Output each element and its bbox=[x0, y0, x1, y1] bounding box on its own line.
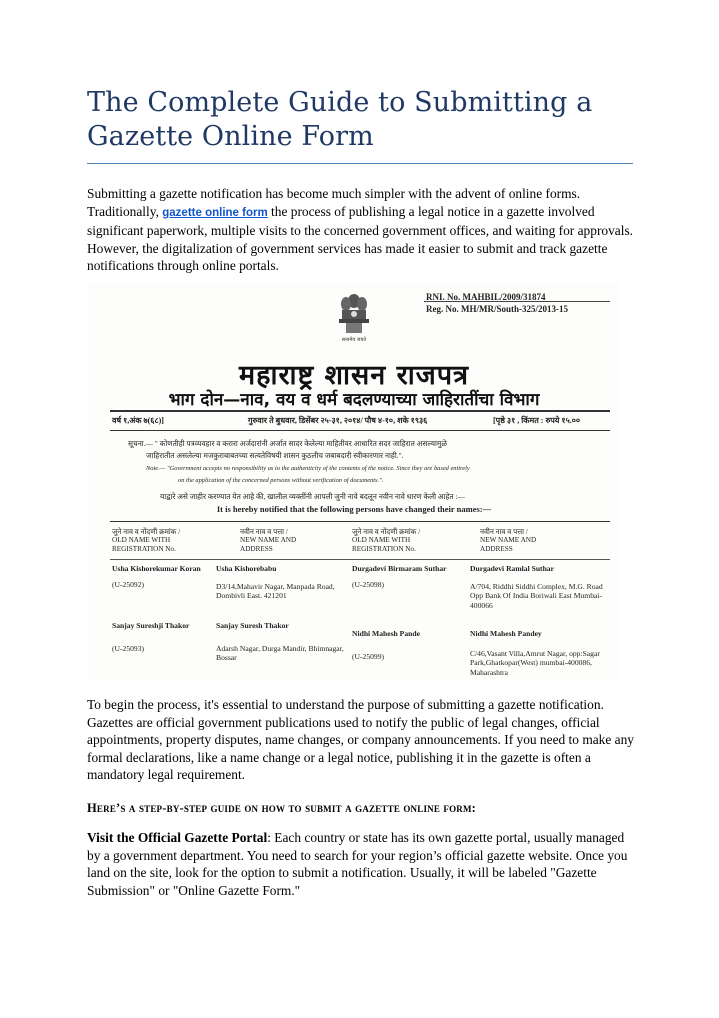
emblem-caption: सत्यमेव जयते bbox=[341, 337, 367, 343]
column-old-name-left: जुने नाव व नोंदणी क्रमांक / OLD NAME WITH REGISTRATION No. bbox=[112, 528, 181, 553]
registration-underline bbox=[424, 301, 610, 302]
gazette-scan-image bbox=[88, 283, 620, 681]
gazette-issue-date: गुरुवार ते बुधवार, डिसेंबर २५-३१, २०१४/ पौष ४-१०, शके १९३६ bbox=[248, 416, 428, 425]
column-old-name-right: जुने नाव व नोंदणी क्रमांक / OLD NAME WITH REGISTRATION No. bbox=[352, 528, 421, 553]
entry-old-name: Durgadevi Birmaram Suthar (U-25098) bbox=[352, 564, 447, 589]
gazette-issue-number: वर्ष १,अंक ७(६८)] bbox=[112, 416, 164, 425]
gazette-notified-line: It is hereby notified that the following persons have changed their names:— bbox=[216, 504, 492, 514]
entry-old-name: Sanjay Sureshji Thakor (U-25093) bbox=[112, 621, 190, 653]
gazette-column-underline bbox=[110, 559, 610, 560]
intro-text-end: the process of publishing a legal notice in a gazette involved significant paperwork, multiple visits to the concerned government offices, and waiting for approvals. However, the digitalization of government services has made it easier to submit and track gazette notifications through online portals. bbox=[87, 203, 634, 273]
gazette-title: महाराष्ट्र शासन राजपत्र bbox=[239, 360, 469, 391]
steps-heading: Here’s a step-by-step guide on how to submit a gazette online form: bbox=[87, 801, 477, 815]
gazette-notice-english-1: Note.— "Government accepts no responsibility as to the authenticity of the contents of the notice. Since they are based entirely bbox=[146, 465, 470, 472]
intro-paragraph bbox=[87, 185, 635, 275]
gazette-rni-number: RNI. No. MAHBIL/2009/31874 bbox=[426, 292, 546, 302]
entry-new-name: Durgadevi Ramlal Suthar A/704, Riddhi Siddhi Complex, M.G. Road Opp Bank Of India Boriwali East Mumbai-400066 bbox=[470, 564, 603, 610]
entry-new-name: Nidhi Mahesh Pandey C/46,Vasant Villa,Amrut Nagar, opp:Sagar Park,Ghatkopar(West) mumbai-400086, Maharashtra bbox=[470, 629, 600, 677]
title-divider bbox=[87, 163, 633, 164]
step-1-paragraph bbox=[87, 829, 635, 899]
entry-old-name: Nidhi Mahesh Pande (U-25099) bbox=[352, 629, 420, 661]
gazette-subtitle: भाग दोन—नाव, वय व धर्म बदलण्याच्या जाहिरातींचा विभाग bbox=[168, 390, 540, 410]
step-1-text: : Each country or state has its own gazette portal, usually managed by a government department. You need to search for your region’s official gazette website. Once you land on the site, look for the option to submit a notification. Usually, it will be labeled "Gazette Submission" or "Online Gazette Form." bbox=[87, 830, 628, 898]
page-title: The Complete Guide to Submitting a Gazette Online Form bbox=[87, 87, 593, 152]
intro-text-start: Submitting a gazette notification has become much simpler with the advent of online forms. Traditionally, bbox=[87, 186, 581, 219]
column-new-name-left: नवीन नाव व पत्ता / NEW NAME AND ADDRESS bbox=[240, 528, 297, 553]
gazette-price: [पृष्ठे ३१ , किंमत : रुपये १५.०० bbox=[493, 416, 581, 425]
state-emblem-icon bbox=[334, 289, 374, 351]
gazette-registration bbox=[426, 291, 568, 315]
purpose-paragraph: To begin the process, it's essential to understand the purpose of submitting a gazette notification. Gazettes are official government publications used to notify the public of legal changes, official appointments, property disputes, name changes, or company announcements. If you need to make any formal declarations, like a name change or a legal notice, publishing it in the gazette is often a mandatory legal requirement. bbox=[87, 697, 635, 782]
gazette-reg-number: Reg. No. MH/MR/South-325/2013-15 bbox=[426, 304, 568, 314]
entry-new-name: Usha Kishorebabu D3/14,Mahavir Nagar, Manpada Road, Dombivli East. 421201 bbox=[216, 564, 335, 600]
column-new-name-right: नवीन नाव व पत्ता / NEW NAME AND ADDRESS bbox=[480, 528, 537, 553]
step-1-label: Visit the Official Gazette Portal bbox=[87, 830, 268, 845]
gazette-rule-table bbox=[110, 521, 610, 522]
gazette-notice-english-2: on the application of the concerned persons without verification of documents.". bbox=[178, 477, 384, 484]
gazette-rule-top bbox=[110, 410, 610, 412]
gazette-rule-meta bbox=[110, 430, 610, 431]
gazette-notice-marathi-2: जाहिरातीत असलेल्या मजकुराबाबतच्या सत्यतेविषयी शासन कुठलीच जबाबदारी स्वीकारणार नाही.". bbox=[146, 451, 404, 460]
entry-new-name: Sanjay Suresh Thakor Adarsh Nagar, Durga Mandir, Bhimnagar, Bossar bbox=[216, 621, 344, 662]
entry-old-name: Usha Kishorekumar Koran (U-25092) bbox=[112, 564, 201, 589]
gazette-notice-marathi-3: याद्वारे असे जाहीर करण्यात येत आहे की, खालील व्यक्तींनी आपली जुनी नावे बदलून नवीन नावे धारण केली आहेत :— bbox=[160, 492, 465, 501]
gazette-notice-marathi-1: सूचना.— " कोणतीही पत्रव्यवहार व करारा अर्जदारांनी अर्जात सादर केलेल्या माहितीवर आधारित सदर जाहिरात असल्यामुळे bbox=[128, 439, 447, 448]
gazette-online-form-link[interactable]: gazette online form bbox=[162, 206, 268, 219]
